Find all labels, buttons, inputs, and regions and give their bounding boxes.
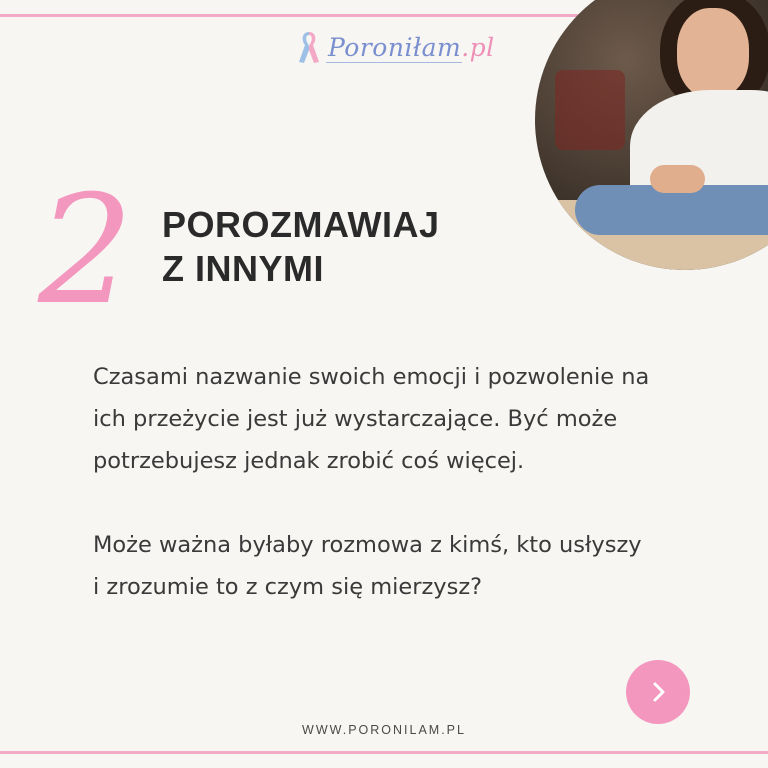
paragraph-1-line-2: ich przeżycie jest już wystarczające. Być może: [93, 406, 618, 432]
bottom-divider: [0, 751, 768, 754]
paragraph-1-line-3: potrzebujesz jednak zrobić coś więcej.: [93, 448, 525, 474]
brand-logo[interactable]: [296, 28, 495, 66]
slide-number: 2: [38, 164, 134, 338]
awareness-ribbon-icon: [296, 28, 322, 66]
chevron-right-icon: [646, 680, 670, 704]
woman-talking-photo: [535, 0, 768, 270]
website-url[interactable]: WWW.PORONILAM.PL: [302, 723, 466, 737]
paragraph-1-line-1: Czasami nazwanie swoich emocji i pozwolenie na: [93, 364, 650, 390]
brand-tld: .pl: [461, 32, 495, 62]
next-slide-button[interactable]: [626, 660, 690, 724]
slide-title-line-2: Z INNYMI: [162, 248, 324, 289]
paragraph-2-line-1: Może ważna byłaby rozmowa z kimś, kto usłyszy: [93, 532, 642, 558]
top-divider: [0, 14, 620, 17]
paragraph-2-line-2: i zrozumie to z czym się mierzysz?: [93, 574, 483, 600]
slide-body: [93, 356, 733, 608]
slide-title: [162, 203, 440, 291]
logo-underline: [326, 62, 462, 63]
brand-name: Poroniłam.pl: [328, 32, 495, 62]
slide-title-line-1: POROZMAWIAJ: [162, 204, 440, 245]
